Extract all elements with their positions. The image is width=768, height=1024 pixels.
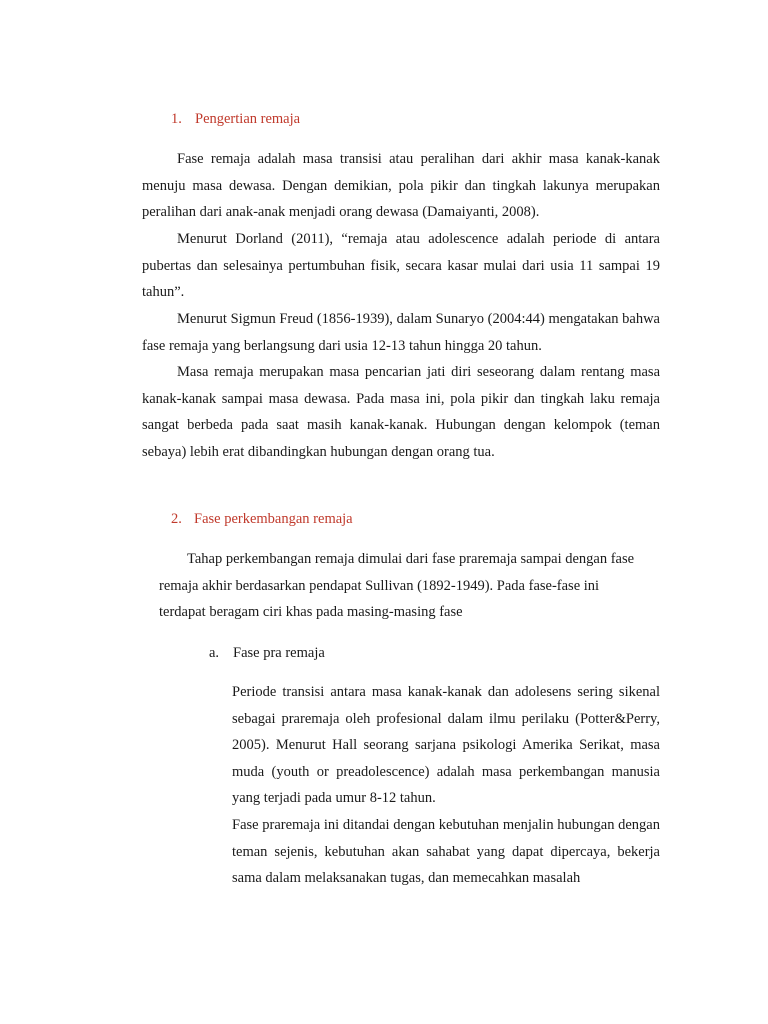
subsection-a-paragraph-2: Fase praremaja ini ditandai dengan kebutuhan menjalin hubungan dengan teman sejenis, kebutuhan akan sahabat yang dapat dipercaya, bekerja sama dalam melaksanakan tugas, dan memecahkan masalah (232, 817, 660, 887)
section-1-number: 1. (171, 111, 182, 127)
section-2-title: Fase perkembangan remaja (194, 511, 353, 527)
section-1-paragraph-2: Menurut Dorland (2011), “remaja atau adolescence adalah periode di antara pubertas dan selesainya pertumbuhan fisik, secara kasar mulai dari usia 11 sampai 19 tahun”. (142, 231, 660, 301)
section-1-paragraph-4: Masa remaja merupakan masa pencarian jati diri seseorang dalam rentang masa kanak-kanak sampai masa dewasa. Pada masa ini, pola pikir dan tingkah laku remaja sangat berbeda pada saat masih kanak-kanak. Hubungan dengan kelompok (teman sebaya) lebih erat dibandingkan hubungan dengan orang tua. (142, 364, 660, 460)
section-1-paragraph-1: Fase remaja adalah masa transisi atau peralihan dari akhir masa kanak-kanak menuju masa dewasa. Dengan demikian, pola pikir dan tingkah lakunya merupakan peralihan dari anak-anak menjadi orang dewasa (Damaiyanti, 2008). (142, 151, 660, 221)
section-1-heading (171, 111, 300, 128)
section-1-paragraph-3: Menurut Sigmun Freud (1856-1939), dalam Sunaryo (2004:44) mengatakan bahwa fase remaja yang berlangsung dari usia 12-13 tahun hingga 20 tahun. (142, 311, 660, 354)
subsection-a-paragraph-1: Periode transisi antara masa kanak-kanak dan adolesens sering sikenal sebagai praremaja oleh profesional dalam ilmu perilaku (Potter&Perry, 2005). Menurut Hall seorang sarjana psikologi Amerika Serikat, masa muda (youth or preadolescence) adalah masa perkembangan manusia yang terjadi pada umur 8-12 tahun. (232, 684, 660, 807)
section-2-number: 2. (171, 511, 182, 527)
subsection-a-title: Fase pra remaja (233, 645, 325, 661)
subsection-a-heading (209, 645, 325, 662)
section-2-heading (171, 511, 353, 528)
section-2-intro: Tahap perkembangan remaja dimulai dari fase praremaja sampai dengan fase remaja akhir berdasarkan pendapat Sullivan (1892-1949). Pada fase-fase ini terdapat beragam ciri khas pada masing-masing fase (159, 551, 635, 621)
section-1-title: Pengertian remaja (195, 111, 301, 127)
subsection-a-letter: a. (209, 645, 220, 661)
